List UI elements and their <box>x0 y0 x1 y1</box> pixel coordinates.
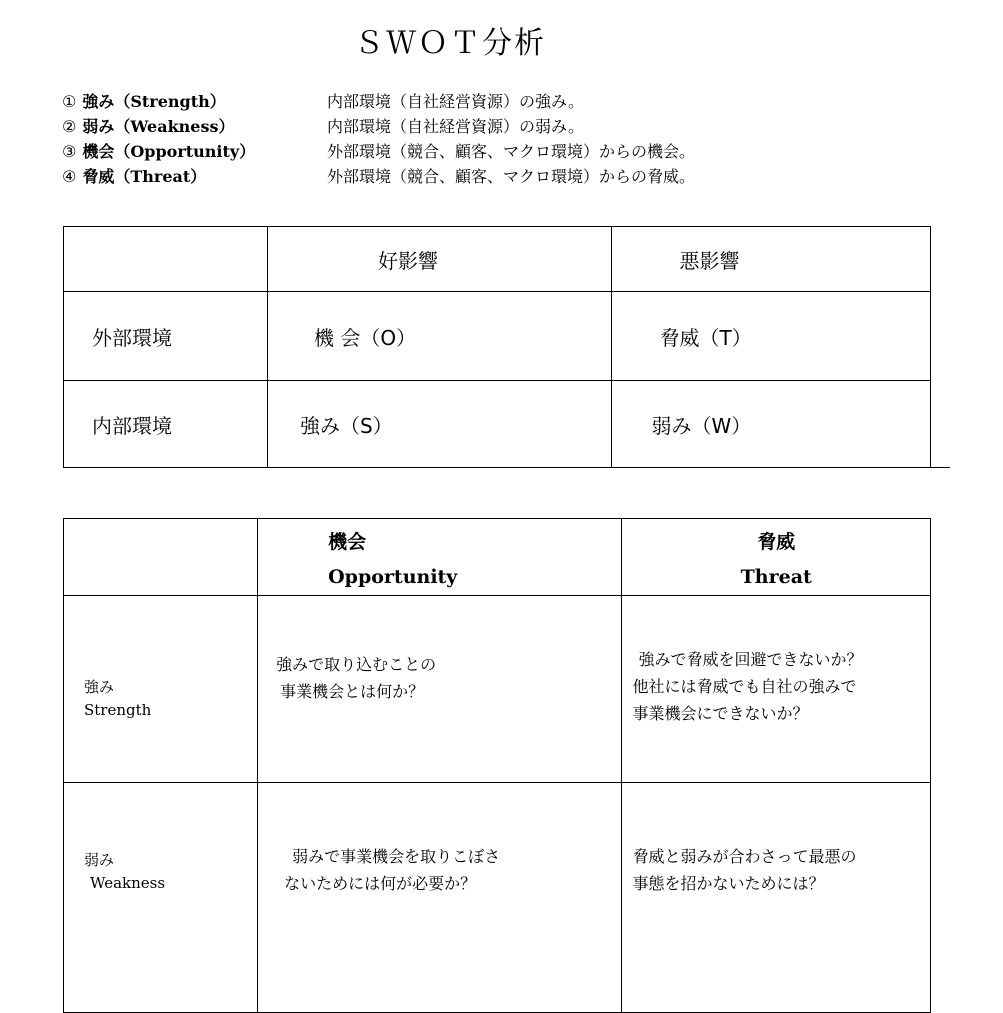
cell-strength: 強み（S） <box>267 381 611 468</box>
cell-text-line: 脅威と弱みが合わさって最悪の <box>632 847 857 866</box>
term-jp: 弱み <box>82 117 115 136</box>
header-opportunity <box>258 519 622 596</box>
definition-list <box>62 89 695 189</box>
item-number: ④ <box>62 167 77 186</box>
table-row <box>64 519 931 596</box>
page-title: ＳＷＯＴ分析 <box>354 26 546 61</box>
cell-text-line: 事態を招かないためには？ <box>632 874 825 893</box>
header-threat <box>622 519 931 596</box>
cell-text-line: 強みで脅威を回避できないか？ <box>638 649 863 669</box>
table-row <box>64 227 931 292</box>
row-label-weakness <box>64 783 258 1013</box>
cell-st <box>622 596 931 783</box>
cell-text-line: 弱みで事業機会を取りこぼさ <box>292 847 501 866</box>
header-threat-en: Threat <box>740 565 812 588</box>
row-label-internal: 内部環境 <box>64 381 268 468</box>
table-row <box>64 292 931 381</box>
table-row <box>64 596 931 783</box>
definition-item <box>62 164 695 189</box>
row-strength-jp: 強み <box>84 677 115 696</box>
term-jp: 強み <box>82 92 115 111</box>
term-en: （Strength） <box>114 92 226 111</box>
cell-so <box>258 596 622 783</box>
item-number: ① <box>62 92 77 111</box>
cell-text-line: 事業機会とは何か？ <box>280 682 425 701</box>
cell-threat: 脅威（T） <box>611 292 931 381</box>
row-label-strength <box>64 596 258 783</box>
row-weakness-jp: 弱み <box>84 851 115 869</box>
cell-text-line: ないためには何が必要か？ <box>284 874 477 893</box>
term-description: 内部環境（自社経営資源）の強み。 <box>327 92 584 111</box>
definition-item <box>62 114 695 139</box>
term-en: （Opportunity） <box>114 142 256 161</box>
definition-item <box>62 89 695 114</box>
divider <box>930 467 950 468</box>
header-opportunity-en: Opportunity <box>328 565 458 588</box>
cell-weakness: 弱み（W） <box>611 381 931 468</box>
definition-item <box>62 139 695 164</box>
cell-text-line: 事業機会にできないか？ <box>632 703 809 723</box>
header-bad-impact: 悪影響 <box>611 227 931 292</box>
header-threat-jp: 脅威 <box>757 530 796 553</box>
term-en: （Weakness） <box>114 117 235 136</box>
header-opportunity-jp: 機会 <box>328 530 367 553</box>
table-row <box>64 783 931 1013</box>
corner-cell <box>64 519 258 596</box>
table-row <box>64 381 931 468</box>
corner-cell <box>64 227 268 292</box>
term-jp: 脅威 <box>82 167 115 186</box>
term-description: 外部環境（競合、顧客、マクロ環境）からの脅威。 <box>327 167 696 186</box>
term-jp: 機会 <box>82 142 115 161</box>
swot-matrix-table <box>63 226 931 468</box>
cell-text-line: 他社には脅威でも自社の強みで <box>632 676 857 696</box>
swot-cross-table <box>63 518 931 1013</box>
row-strength-en: Strength <box>84 700 152 719</box>
cell-text-line: 強みで取り込むことの <box>276 655 437 674</box>
row-label-external: 外部環境 <box>64 292 268 381</box>
term-description: 内部環境（自社経営資源）の弱み。 <box>327 117 584 136</box>
row-weakness-en: Weakness <box>90 874 166 892</box>
item-number: ③ <box>62 142 77 161</box>
cell-wo <box>258 783 622 1013</box>
cell-wt <box>622 783 931 1013</box>
item-number: ② <box>62 117 77 136</box>
cell-opportunity: 機 会（O） <box>267 292 611 381</box>
term-en: （Threat） <box>114 167 207 186</box>
term-description: 外部環境（競合、顧客、マクロ環境）からの機会。 <box>327 142 696 161</box>
header-good-impact: 好影響 <box>267 227 611 292</box>
